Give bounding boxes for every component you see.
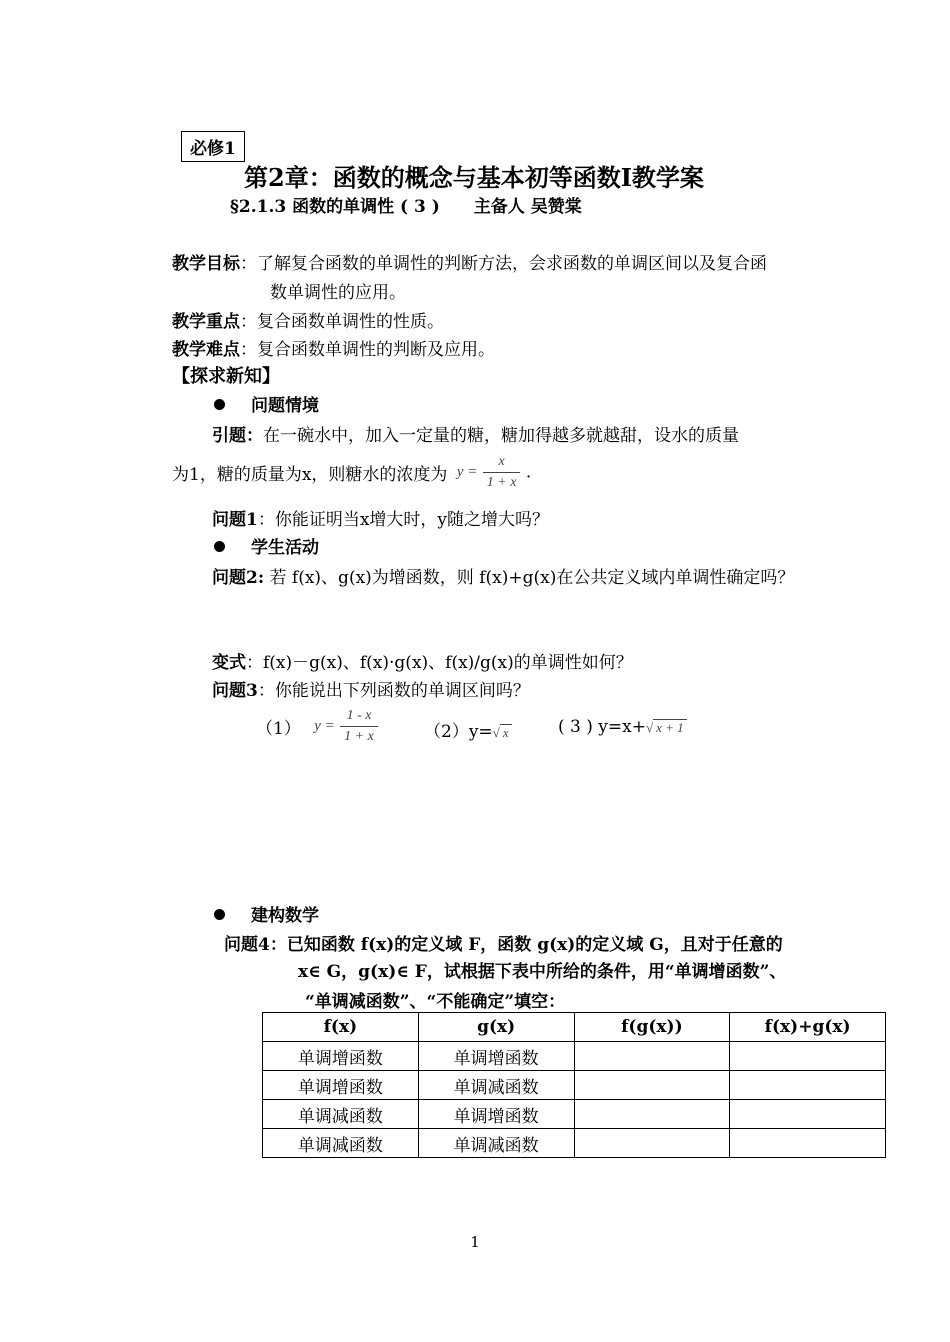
intro-text: 在一碗水中，加入一定量的糖，糖加得越多就越甜，设水的质量 [263, 426, 739, 446]
function-3 [558, 717, 687, 737]
function-3-radicand: x + 1 [653, 719, 687, 735]
table-header: g(x) [418, 1013, 574, 1042]
function-1-denominator: 1 + x [340, 726, 378, 747]
question-4-line3: “单调减函数”、“不能确定”填空： [305, 992, 566, 1012]
table-header-row [263, 1013, 886, 1042]
variant [212, 648, 633, 673]
table-cell: 单调增函数 [263, 1042, 419, 1071]
table-cell-blank[interactable] [574, 1042, 730, 1071]
intro-label: 引题： [212, 426, 263, 446]
function-1-label: （1） [256, 719, 301, 739]
function-2 [424, 717, 512, 742]
function-2-label: （2）y= [424, 722, 493, 742]
table-row [263, 1129, 886, 1158]
function-1-numerator: 1 - x [346, 708, 372, 723]
formula-end: . [525, 462, 532, 483]
function-2-radicand: x [500, 724, 512, 740]
question-1 [212, 505, 549, 530]
section-construct-math [214, 901, 319, 926]
question-3-label: 问题3 [212, 681, 258, 701]
table-cell: 单调减函数 [418, 1129, 574, 1158]
intro-line1 [212, 421, 739, 446]
bullet-icon [214, 399, 225, 410]
table-cell-blank[interactable] [574, 1071, 730, 1100]
bullet-icon [214, 541, 225, 552]
question-3 [212, 676, 530, 701]
course-badge: 必修1 [181, 131, 245, 162]
table-header: f(g(x)) [574, 1013, 730, 1042]
key-point-text: ：复合函数单调性的性质。 [240, 312, 444, 332]
key-point [172, 307, 444, 332]
table-cell-blank[interactable] [730, 1100, 886, 1129]
table-cell: 单调减函数 [418, 1071, 574, 1100]
page-subtitle: §2.1.3 函数的单调性 ( 3 ) 主备人 吴赞棠 [230, 197, 582, 217]
table-row [263, 1100, 886, 1129]
section-student-activity [214, 533, 319, 558]
monotonicity-table [262, 1012, 886, 1158]
question-4-line2: x∈ G，g(x)∈ F，试根据下表中所给的条件，用“单调增函数”、 [298, 962, 787, 982]
difficulty [172, 335, 495, 360]
objective-line2: 数单调性的应用。 [270, 283, 406, 303]
table-cell-blank[interactable] [730, 1129, 886, 1158]
objective-text: ：了解复合函数的单调性的判断方法，会求函数的单调区间以及复合函 [240, 254, 767, 274]
function-1-lhs: y = [314, 718, 335, 734]
question-4-line1 [224, 930, 783, 955]
question-4-text1: ：已知函数 f(x)的定义域 F，函数 g(x)的定义域 G，且对于任意的 [269, 935, 783, 955]
function-1 [256, 706, 378, 747]
table-cell: 单调增函数 [418, 1100, 574, 1129]
key-point-label: 教学重点 [172, 312, 240, 332]
question-3-text: ：你能说出下列函数的单调区间吗？ [257, 681, 530, 701]
question-1-text: ：你能证明当x增大时，y随之增大吗？ [257, 510, 550, 530]
table-cell-blank[interactable] [730, 1042, 886, 1071]
section-label: 问题情境 [251, 396, 319, 416]
function-1-fraction [340, 706, 378, 747]
question-4-label: 问题4 [224, 935, 270, 955]
difficulty-label: 教学难点 [172, 340, 240, 360]
question-2 [212, 563, 794, 588]
table-cell: 单调减函数 [263, 1100, 419, 1129]
formula-lhs: y = [456, 464, 478, 480]
function-3-label: ( 3 ) y=x+ [558, 717, 646, 737]
explore-heading: 【探求新知】 [172, 366, 280, 387]
objective-line1 [172, 249, 767, 274]
table-cell-blank[interactable] [574, 1129, 730, 1158]
question-2-label: 问题2: [212, 568, 265, 588]
formula-denominator: 1 + x [483, 472, 521, 493]
sqrt-icon: √ x [493, 725, 512, 741]
table-header: f(x)+g(x) [730, 1013, 886, 1042]
table-cell: 单调减函数 [263, 1129, 419, 1158]
difficulty-text: ：复合函数单调性的判断及应用。 [240, 340, 495, 360]
objective-label: 教学目标 [172, 254, 240, 274]
question-1-label: 问题1 [212, 510, 258, 530]
variant-text: ：f(x)－g(x)、f(x)·g(x)、f(x)/g(x)的单调性如何？ [246, 653, 633, 673]
intro-line2 [172, 452, 531, 493]
sqrt-icon: √ x + 1 [646, 720, 687, 736]
page-number: 1 [470, 1233, 480, 1251]
intro-text2: 为1，糖的质量为x，则糖水的浓度为 [172, 465, 448, 485]
concentration-formula [483, 452, 521, 493]
table-row [263, 1071, 886, 1100]
table-cell-blank[interactable] [730, 1071, 886, 1100]
table-cell: 单调增函数 [263, 1071, 419, 1100]
table-row [263, 1042, 886, 1071]
table-cell: 单调增函数 [418, 1042, 574, 1071]
table-cell-blank[interactable] [574, 1100, 730, 1129]
bullet-icon [214, 909, 225, 920]
section-label: 学生活动 [251, 538, 319, 558]
variant-label: 变式 [212, 653, 246, 673]
section-label: 建构数学 [251, 906, 319, 926]
formula-numerator: x [498, 454, 505, 469]
question-2-text: 若 f(x)、g(x)为增函数，则 f(x)+g(x)在公共定义域内单调性确定吗？ [264, 568, 795, 588]
table-header: f(x) [263, 1013, 419, 1042]
section-problem-context [214, 391, 319, 416]
page-title: 第2章：函数的概念与基本初等函数Ⅰ教学案 [244, 163, 704, 192]
